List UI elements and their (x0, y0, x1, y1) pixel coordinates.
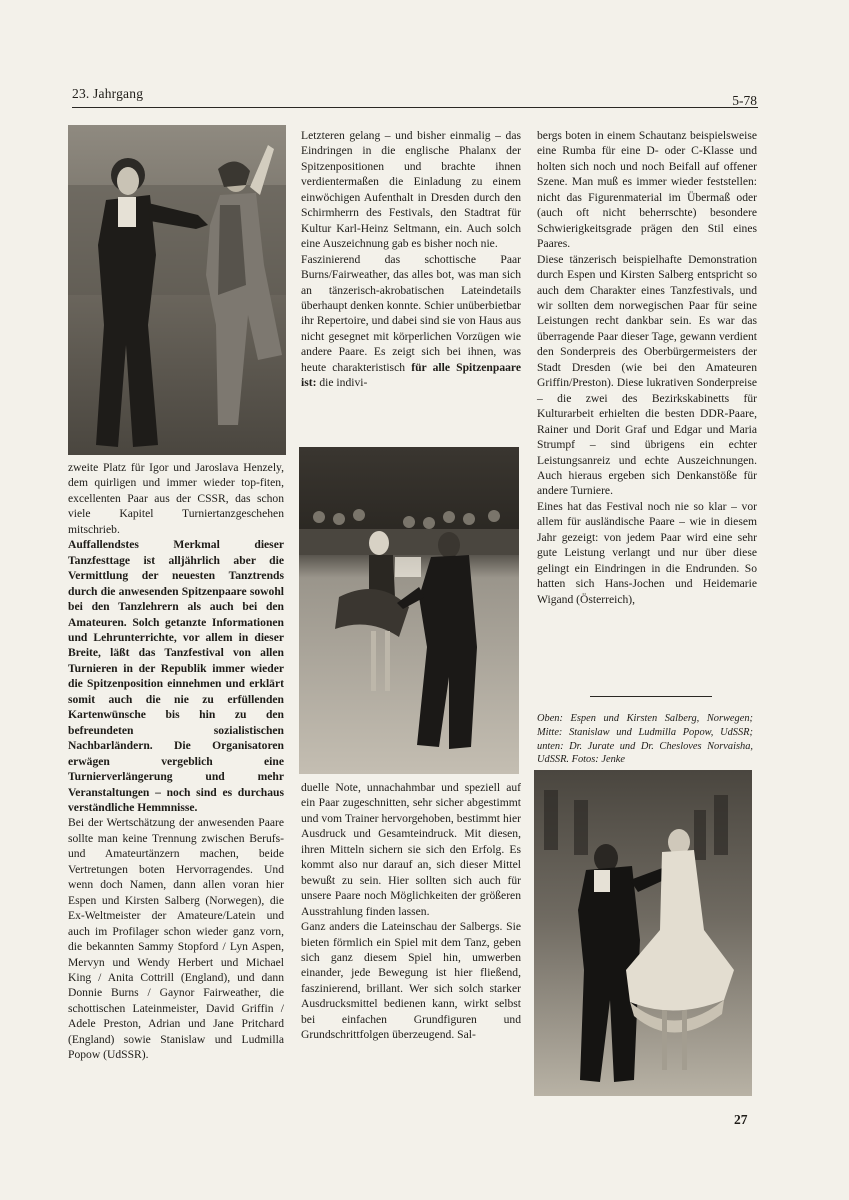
paragraph (301, 252, 521, 391)
page-number: 27 (734, 1112, 748, 1127)
photo-salberg (68, 125, 286, 455)
paragraph: Letzteren gelang – und bisher einmalig – das Eindringen in die englische Phalanx der Spitzenpositionen und brachte ihnen verdientermaßen die Einladung zu einem einwöchigen Aufenthalt in Dresden durch den Schirmherrn des Festivals, den Stadtrat für Kultur Karl-Heinz Seltmann, ein. Auch solch eine Auszeichnung gab es bisher noch nie. (301, 129, 521, 251)
article-column-2-continued (301, 780, 521, 1043)
paragraph: Eines hat das Festival noch nie so klar – vor allem für ausländische Paare – wie in diesem Jahr gezeigt: von jedem Paar wird eine sehr gute Leistung verlangt und nur über diese gelingt ein Eindringen in die Endrunden. So hatten sich Hans-Jochen und Heidemarie Wigand (Österreich), (537, 499, 757, 606)
paragraph-highlight: Auffallendstes Merkmal dieser Tanzfesttage ist alljährlich aber die Vermittlung der neuesten Tanztrends durch die anwesenden Spitzenpaare sowohl bei den Tanzlehrern als auch bei den Amateuren. Solch getanzte Informationen und Lehrunterrichte, vor allem in dieser Breite, läßt das Tanzfestival von allen Turnieren in der Republik immer wieder die Spitzenposition einnehmen und erklärt somit auch die nie zu erfüllenden Kartenwünsche bis hin zu den befreundeten sozialistischen Nachbarländern. Die Organisatoren erwägen vergeblich eine Turnierverlängerung und mehr Veranstaltungen – noch sind es durchaus verständliche Hemmnisse. (68, 538, 284, 814)
paragraph-text: die indivi- (316, 376, 368, 390)
bold-phrase: für alle Spitzenpaare ist: (301, 360, 521, 390)
paragraph: bergs boten in einem Schautanz beispielsweise eine Rumba für eine D- oder C-Klasse und holten sich noch und noch Beifall auf offener Szene. Man muß es immer wieder feststellen: nicht das Figurenmaterial im Übermaß oder (auch oft nicht beherrschte) besondere Schwierigkeitsgrade prägen den Stil eines Paares. (537, 129, 757, 251)
caption-divider (590, 696, 712, 697)
paragraph: Diese tänzerisch beispielhafte Demonstration durch Espen und Kirsten Salberg entspricht so auch dem Charakter eines Tanzfestivals, und wir sollten dem norwegischen Paar für seine Leistungen recht dankbar sein. Es war das überragende Paar dieser Tage, gewann verdient den Sonderpreis des Oberbürgermeisters der Stadt Dresden (wie bei den Amateuren Griffin/Preston). Diese lukrativen Sonderpreise – die zwei des Bezirkskabinetts für Kulturarbeit erhielten die besten DDR-Paare, Rainer und Dorit Graf und Edgar und Maria Strumpf – sind übrigens ein echter Leistungsanreiz und echte Auszeichnungen. Auch hieraus ergeben sich Denkanstöße für andere Turniere. (537, 252, 757, 498)
paragraph-text: Faszinierend das schottische Paar Burns/Fairweather, das alles bot, was man sich an tänzerisch-akrobatischen Lateindetails überhaupt denken konnte. Schier unüberbietbar ihr Repertoire, und dabei sind sie von Haus aus nicht gesegnet mit körperlichen Vorzügen wie andere Paare. Es zeigt sich bei ihnen, was heute charakteristisch (301, 252, 521, 374)
article-column-1 (68, 460, 284, 1063)
issue-number: 5-78 (732, 93, 757, 108)
article-column-2 (301, 128, 521, 391)
volume-header: 23. Jahrgang (72, 86, 144, 101)
paragraph: zweite Platz für Igor und Jaroslava Henzely, dem quirligen und immer wieder top-fiten, excellenten Paar aus der CSSR, das schon viele Kapitel Turniertanzgeschehen mitschrieb. (68, 461, 284, 536)
photo-norvaisha (534, 770, 752, 1096)
photo-caption: Oben: Espen und Kirsten Salberg, Norwegen; Mitte: Stanislaw und Ludmilla Popow, UdSSR; unten: Dr. Jurate und Dr. Chesloves Norvaisha, UdSSR. Fotos: Jenke (537, 713, 753, 766)
paragraph: Ganz anders die Lateinschau der Salbergs. Sie bieten förmlich ein Spiel mit dem Tanz, geben sich ganz diesem Spiel hin, umwerben einander, jede Bewegung ist hier fließend, faszinierend, brillant. Wer sich solch starker Ausdrucksmittel bedienen kann, wirkt selbst bei einfachen Grundfiguren und Grundschrittfolgen überzeugend. Sal- (301, 920, 521, 1042)
paragraph: Bei der Wertschätzung der anwesenden Paare sollte man keine Trennung zwischen Berufs- und Amateurtänzern machen, beide Vertretungen boten Hervorragendes. Und wenn doch Namen, dann allen voran hier Espen und Kirsten Salberg (Norwegen), die Ex-Weltmeister der Amateure/Latein und auch im Profilager schon wieder ganz vorn, die bekannten Sammy Stopford / Lyn Aspen, Mervyn und Wendy Herbert und Michael King / Anita Cottrill (England), und dann Donnie Burns / Gaynor Fairweather, die schottischen Lateinmeister, David Griffin / Adele Preston, Adrian und Jane Pritchard (England) sowie Stanislaw und Ludmilla Popow (UdSSR). (68, 816, 284, 1062)
paragraph: duelle Note, unnachahmbar und speziell auf ein Paar zugeschnitten, sehr sicher abgestimmt und vom Trainer hervorgehoben, bestimmt hier Ausdruck und Gesamteindruck. Mit diesen, ihren Mitteln sichern sie sich den Erfolg. Es kommt also nur darauf an, sich dieser Mittel bewußt zu sein. Hier sollten sich auch für unsere Paare noch Möglichkeiten der größeren Ausstrahlung finden lassen. (301, 781, 521, 918)
article-column-3 (537, 128, 757, 607)
header-rule (72, 107, 758, 108)
photo-popow (299, 447, 519, 774)
